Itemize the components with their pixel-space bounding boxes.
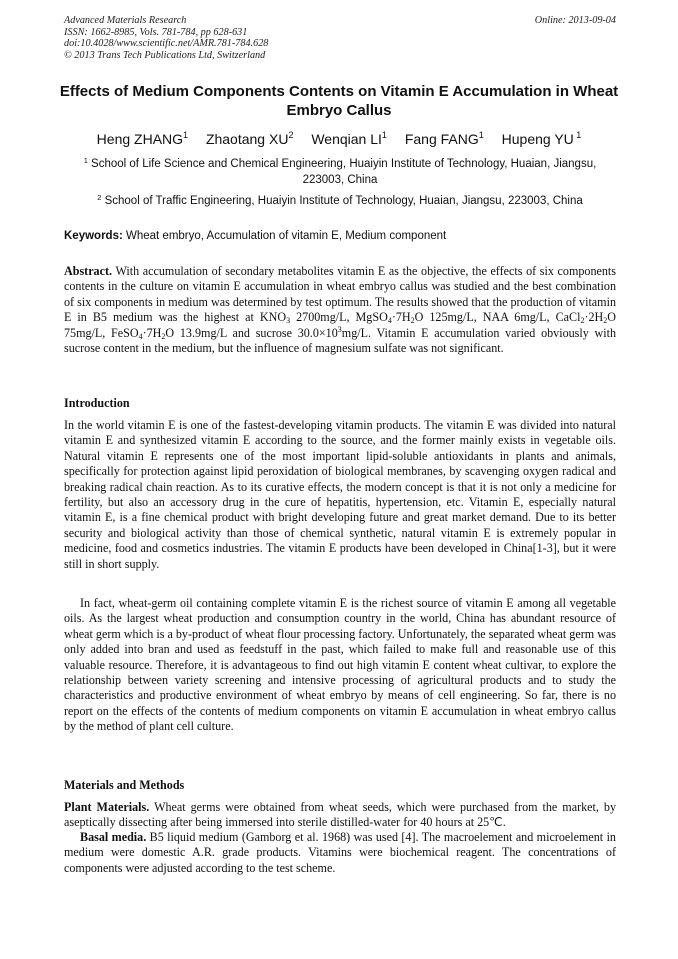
copyright-line: © 2013 Trans Tech Publications Ltd, Switzerland <box>64 49 266 61</box>
affiliation-2: $^2$ School of Traffic Engineering, Huaiyin Institute of Technology, Huaian, Jiangsu, 223003, China <box>97 193 583 207</box>
author-list <box>0 130 678 148</box>
introduction-heading: Introduction <box>64 396 130 410</box>
introduction-paragraph: In the world vitamin E is one of the fastest-developing vitamin products. The vitamin E was divided into natural vitamin E and synthesized vitamin E according to the source, and the former mainly exists in vegetable oils. Natural vitamin E represents one of the most important lipid-soluble antioxidants in plants and animals, specifically for protection against lipid peroxidation of biological membranes, by scavenging oxygen radical and breaking radical chain reaction. As to its curative effects, the modern concept is that it is not only a medicine for fertility, but also an accessory drug in the cure of hepatitis, hypertension, etc. Vitamin E, especially natural vitamin E, is a fine chemical product with bright developing future and great market demand. Due to its better security and biological activity than those of chemical synthetic, natural vitamin E is extremely popular in medicine, food and cosmetics industries. The vitamin E products have been developed in China[1-3], but it were still in short supply. <box>64 418 616 571</box>
author: Fang FANG$^1$ <box>404 130 484 147</box>
basal-media-paragraph: Basal media. B5 liquid medium (Gamborg et al. 1968) was used [4]. The macroelement and microelement in medium were domestic A.R. grade products. Vitamins were biochemical reagent. The concentrations of components were adjusted according to the test scheme. <box>64 830 616 875</box>
paper-title: Effects of Medium Components Contents on Vitamin E Accumulation in Wheat Embryo Callus <box>59 83 619 119</box>
author: Wenqian $LI^1$ <box>311 130 387 147</box>
journal-header <box>64 15 616 61</box>
author: Zhaotang $XU^2$ <box>205 130 294 147</box>
methods-heading: Materials and Methods <box>64 778 185 792</box>
author: Hupeng YU $^1$ <box>501 130 582 147</box>
author: Heng ZHANG$^1$ <box>96 130 189 147</box>
abstract: Abstract. With accumulation of secondary metabolites vitamin E as the objective, the effects of six components contents in the culture on vitamin E accumulation in wheat embryo callus was studied and the best combination of six components in medium was determined by test optimum. The results showed that the production of vitamin E in B5 medium was the highest at $KNO_3$ 2700mg/L, $MgSO_4\cdot 7H_2O$ 125mg/L, NAA 6mg/L, $CaCl_2\cdot 2H_2O$ 75mg/L, $FeSO_4\cdot 7H_2O$ 13.9mg/L and sucrose $30.0\times 10^3mg/L$. Vitamin E accumulation varied obviously with sucrose content in the medium, but the influence of magnesium sulfate was not significant. <box>64 264 616 356</box>
affiliation-1: $^1$ School of Life Science and Chemical Engineering, Huaiyin Institute of Technology, Huaian, Jiangsu, 223003, China <box>83 156 597 186</box>
introduction-paragraph: In fact, wheat-germ oil containing complete vitamin E is the richest source of vitamin E among all vegetable oils. As the largest wheat production and consumption country in the world, China has abundant resource of wheat germ which is a by-product of wheat flour processing factory. Unfortunately, the separated wheat germ was only added into bran and used as feedstuff in the past, which failed to make full and reasonable use of this valuable resource. Therefore, it is advantageous to find out high vitamin E content wheat cultivar, to explore the relationship between variety screening and intensive processing of agricultural products and to study the characteristics and productive environment of wheat embryo by means of cell engineering. So far, there is no report on the effects of the contents of medium components on vitamin E accumulation in wheat embryo callus by the method of plant cell culture. <box>64 596 616 734</box>
plant-materials-paragraph: Plant Materials. Wheat germs were obtained from wheat seeds, which were purchased from the market, by aseptically dissecting after being immersed into sterile distilled-water for 40 hours at 25℃. <box>64 800 616 830</box>
keywords: Keywords: Wheat embryo, Accumulation of vitamin E, Medium component <box>64 230 447 242</box>
journal-name: Advanced Materials Research <box>64 15 187 26</box>
online-date: Online: 2013-09-04 <box>534 15 616 26</box>
issn-line: ISSN: 1662-8985, Vols. 781-784, pp 628-631 <box>64 26 248 38</box>
doi-line: doi:10.4028/www.scientific.net/AMR.781-784.628 <box>64 38 269 50</box>
